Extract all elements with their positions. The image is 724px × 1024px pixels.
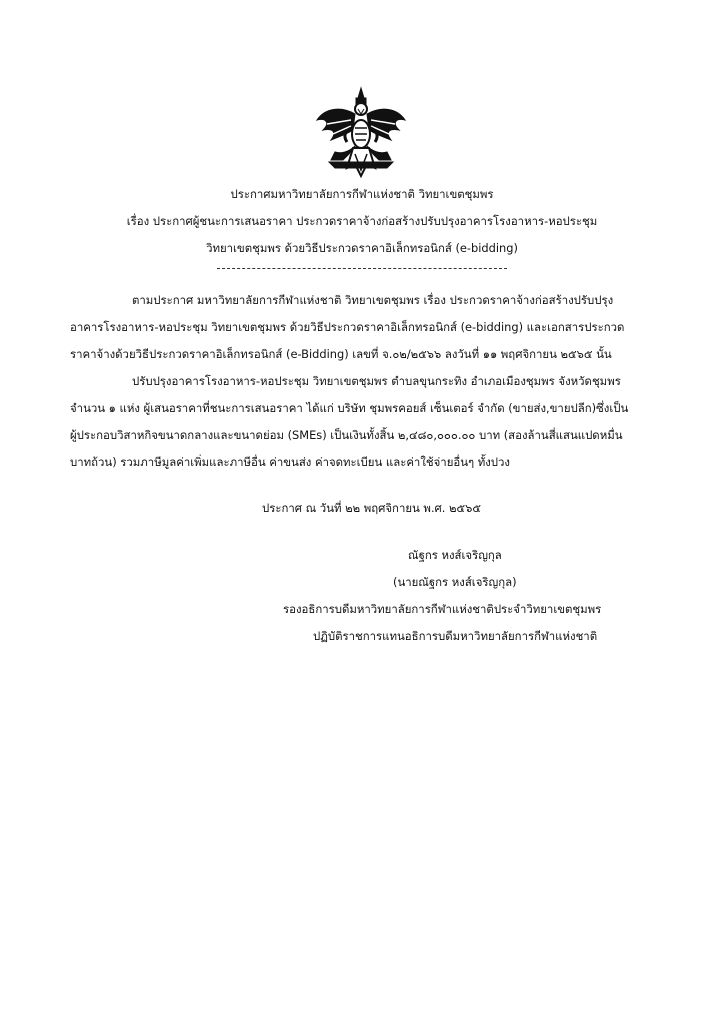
signature-signed-name: ณัฐกร หงส์เจริญกุล bbox=[408, 548, 502, 562]
announce-date: ประกาศ ณ วันที่ ๒๒ พฤศจิกายน พ.ศ. ๒๕๖๕ bbox=[262, 501, 482, 515]
paragraph-2-line-1: ปรับปรุงอาคารโรงอาหาร-หอประชุม วิทยาเขตชุมพร ตำบลขุนกระทิง อำเภอเมืองชุมพร จังหวัดชุมพร bbox=[132, 374, 621, 388]
signature-position-line-1: รองอธิการบดีมหาวิทยาลัยการกีฬาแห่งชาติประจำวิทยาเขตชุมพร bbox=[283, 602, 602, 616]
paragraph-1-line-2: อาคารโรงอาหาร-หอประชุม วิทยาเขตชุมพร ด้วยวิธีประกวดราคาอิเล็กทรอนิกส์ (e-bidding) และเอกสารประกวด bbox=[70, 320, 625, 334]
title-line-3: วิทยาเขตชุมพร ด้วยวิธีประกวดราคาอิเล็กทรอนิกส์ (e-bidding) bbox=[206, 241, 518, 255]
title-line-1: ประกาศมหาวิทยาลัยการกีฬาแห่งชาติ วิทยาเขตชุมพร bbox=[230, 187, 494, 201]
paragraph-2-line-2: จำนวน ๑ แห่ง ผู้เสนอราคาที่ชนะการเสนอราคา ได้แก่ บริษัท ชุมพรคอยส์ เซ็นเตอร์ จำกัด (ขายส่ง,ขายปลีก)ซึ่งเป็น bbox=[70, 401, 629, 415]
paragraph-1-line-1: ตามประกาศ มหาวิทยาลัยการกีฬาแห่งชาติ วิทยาเขตชุมพร เรื่อง ประกวดราคาจ้างก่อสร้างปรับปรุง bbox=[132, 293, 614, 307]
title-line-2: เรื่อง ประกาศผู้ชนะการเสนอราคา ประกวดราคาจ้างก่อสร้างปรับปรุงอาคารโรงอาหาร-หอประชุม bbox=[126, 214, 598, 228]
paragraph-2-line-4: บาทถ้วน) รวมภาษีมูลค่าเพิ่มและภาษีอื่น ค่าขนส่ง ค่าจดทะเบียน และค่าใช้จ่ายอื่นๆ ทั้งปวง bbox=[70, 455, 510, 469]
garuda-emblem-icon bbox=[311, 84, 411, 184]
paragraph-2-line-3: ผู้ประกอบวิสาหกิจขนาดกลางและขนาดย่อม (SMEs) เป็นเงินทั้งสิ้น ๒,๔๘๐,๐๐๐.๐๐ บาท (สองล้านสี่แสนแปดหมื่น bbox=[70, 428, 623, 442]
signature-full-name: (นายณัฐกร หงส์เจริญกุล) bbox=[393, 575, 517, 589]
signature-position-line-2: ปฏิบัติราชการแทนอธิการบดีมหาวิทยาลัยการกีฬาแห่งชาติ bbox=[313, 629, 598, 643]
separator-line bbox=[217, 268, 507, 269]
paragraph-1-line-3: ราคาจ้างด้วยวิธีประกวดราคาอิเล็กทรอนิกส์ (e-Bidding) เลขที่ จ.๐๒/๒๕๖๖ ลงวันที่ ๑๑ พฤศจิกายน ๒๕๖๕ นั้น bbox=[70, 347, 612, 361]
